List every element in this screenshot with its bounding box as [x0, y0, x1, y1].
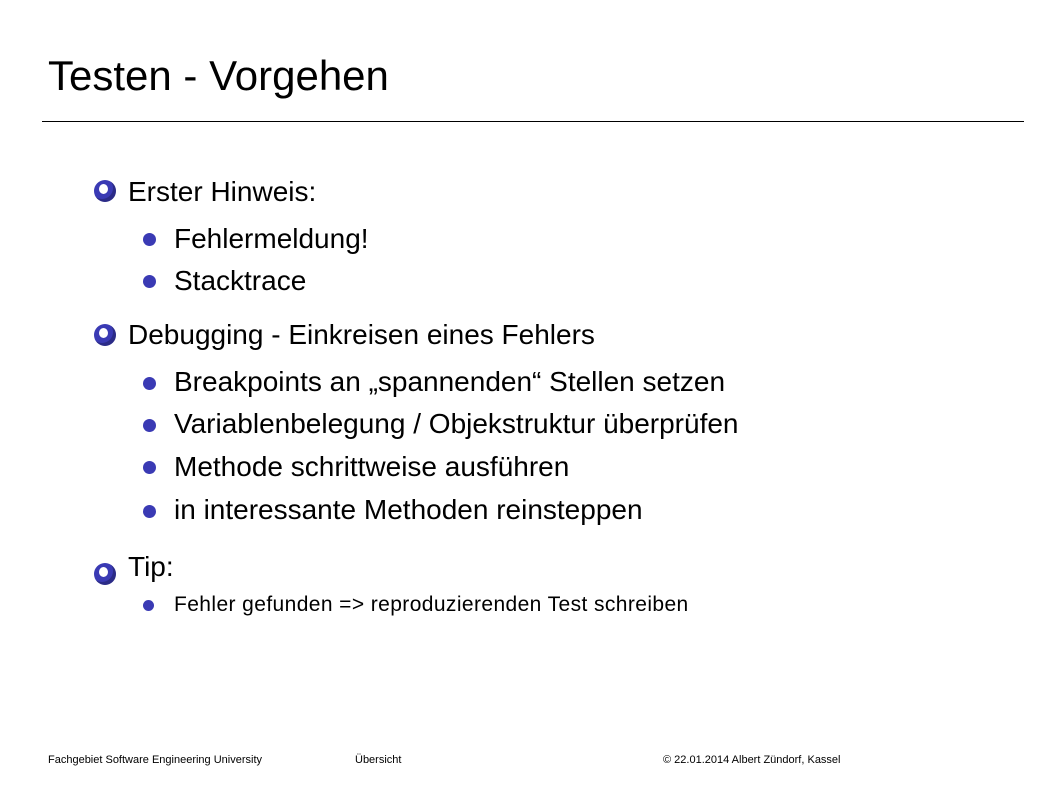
- list-item: Variablenbelegung / Objekstruktur überprüfen: [174, 408, 739, 439]
- section-heading: Tip:: [128, 551, 174, 582]
- list-item: Methode schrittweise ausführen: [174, 451, 570, 482]
- list-item: Fehlermeldung!: [174, 223, 369, 254]
- dot-bullet-icon: [143, 419, 156, 432]
- footer-section: Übersicht: [355, 754, 402, 766]
- dot-bullet-icon: [143, 275, 156, 288]
- list-item: in interessante Methoden reinsteppen: [174, 494, 643, 525]
- section-heading: Debugging - Einkreisen eines Fehlers: [128, 319, 595, 350]
- ring-bullet-icon: [94, 324, 116, 346]
- dot-bullet-icon: [143, 377, 156, 390]
- list-item: Fehler gefunden => reproduzierenden Test schreiben: [174, 593, 689, 616]
- section-heading: Erster Hinweis:: [128, 176, 317, 207]
- ring-bullet-icon: [94, 563, 116, 585]
- footer-organization: Fachgebiet Software Engineering University: [48, 754, 263, 766]
- slide-title: Testen - Vorgehen: [48, 52, 389, 99]
- list-item: Stacktrace: [174, 265, 307, 296]
- ring-bullet-icon: [94, 180, 116, 202]
- dot-bullet-icon: [143, 600, 154, 611]
- dot-bullet-icon: [143, 233, 156, 246]
- footer-copyright: © 22.01.2014 Albert Zündorf, Kassel: [663, 754, 841, 766]
- dot-bullet-icon: [143, 461, 156, 474]
- dot-bullet-icon: [143, 505, 156, 518]
- list-item: Breakpoints an „spannenden“ Stellen setzen: [174, 366, 726, 397]
